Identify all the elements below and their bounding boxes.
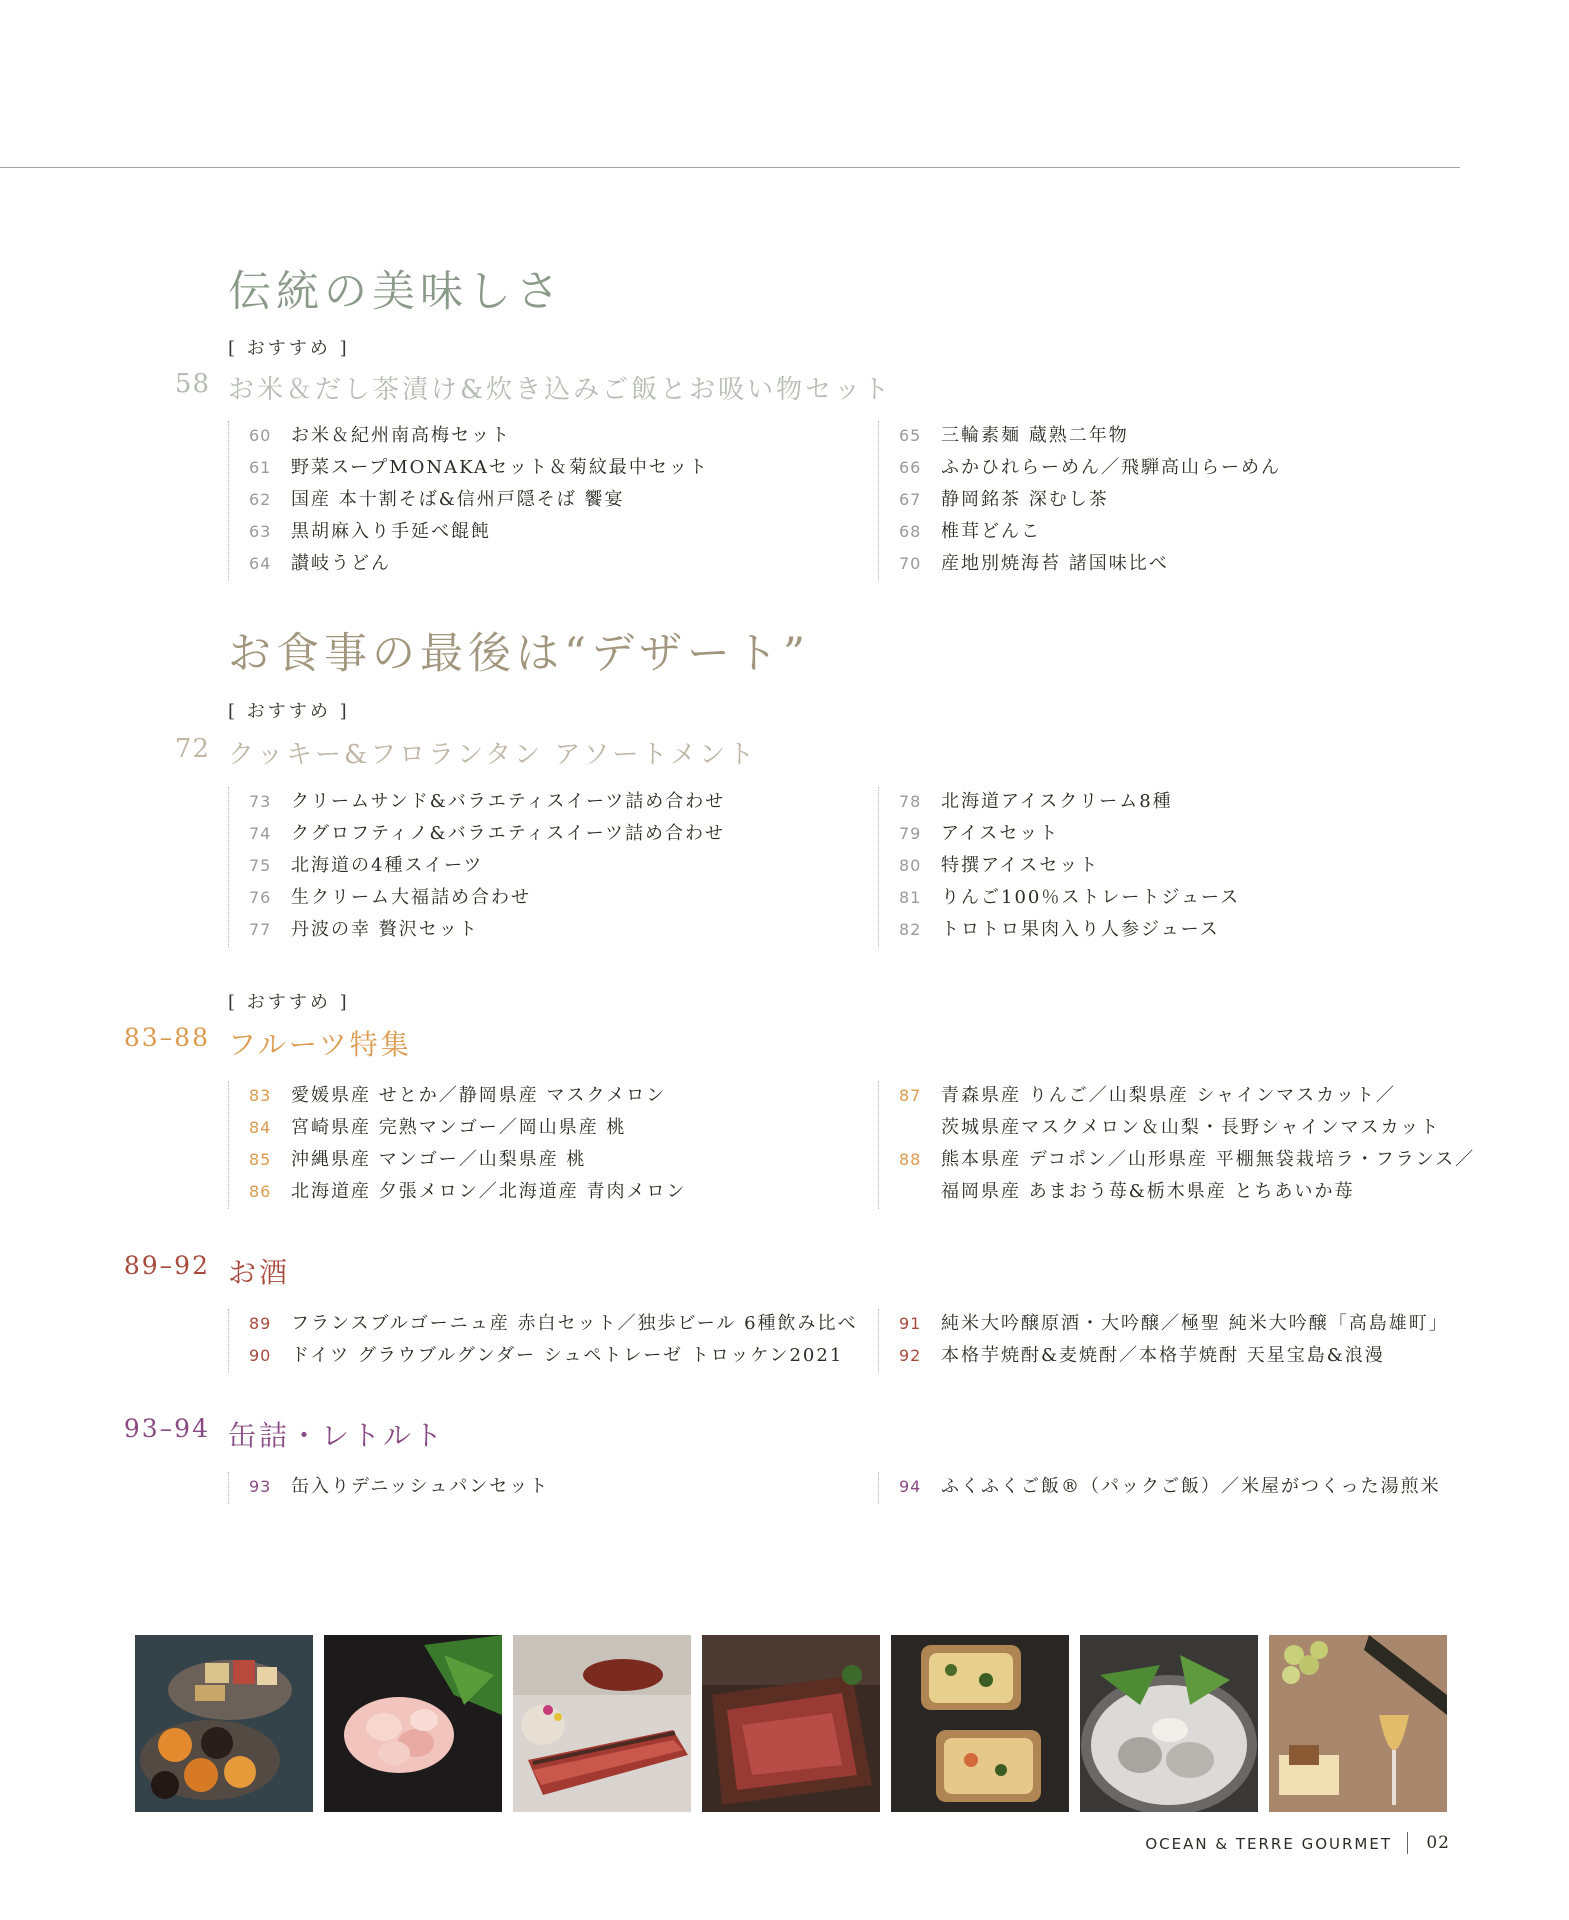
- list-item[interactable]: [249, 787, 725, 819]
- item-column-right: [878, 1472, 1441, 1504]
- category-page-range: 89–92: [123, 1251, 210, 1280]
- item-label: 北海道の4種スイーツ: [291, 855, 484, 876]
- list-item[interactable]: [899, 485, 1281, 517]
- item-label: 本格芋焼酎&麦焼酎／本格芋焼酎 天星宝島&浪漫: [941, 1345, 1385, 1366]
- list-item[interactable]: [899, 819, 1240, 851]
- category-title: お酒: [228, 1256, 291, 1289]
- item-column-right: [878, 1309, 1449, 1373]
- list-item[interactable]: [899, 1081, 1475, 1113]
- recommend-tag: [ おすすめ ]: [228, 701, 350, 722]
- item-label: 純米大吟醸原酒・大吟醸／極聖 純米大吟醸「高島雄町」: [941, 1313, 1449, 1334]
- item-page-number: 77: [249, 920, 272, 939]
- item-page-number: 81: [899, 888, 922, 907]
- item-column-right: [878, 1081, 1475, 1209]
- featured-page-number: 72: [174, 734, 210, 764]
- item-page-number: 73: [249, 792, 272, 811]
- list-item[interactable]: [899, 851, 1240, 883]
- item-label: 黒胡麻入り手延べ餛飩: [291, 521, 491, 542]
- item-label: 沖縄県産 マンゴー／山梨県産 桃: [291, 1149, 587, 1170]
- item-page-number: 62: [249, 490, 272, 509]
- photo-sweet-shrimp[interactable]: [324, 1635, 502, 1812]
- photo-strip: [135, 1635, 1440, 1812]
- item-label: 三輪素麺 蔵熟二年物: [941, 425, 1129, 446]
- item-page-number: 85: [249, 1150, 272, 1169]
- featured-page-number: 58: [174, 369, 210, 399]
- photo-wine-grapes[interactable]: [1269, 1635, 1447, 1812]
- section-title-traditional: 伝統の美味しさ: [228, 267, 564, 317]
- item-label: 静岡銘茶 深むし茶: [941, 489, 1109, 510]
- list-item[interactable]: [899, 787, 1240, 819]
- item-page-number: 84: [249, 1118, 272, 1137]
- list-item[interactable]: [249, 453, 709, 485]
- item-label: ふくふくご飯®（パックご飯）／米屋がつくった湯煎米: [941, 1476, 1441, 1497]
- item-label: お米＆紀州南高梅セット: [291, 425, 511, 446]
- item-page-number: 75: [249, 856, 272, 875]
- item-label: りんご100％ストレートジュース: [941, 887, 1241, 908]
- featured-item[interactable]: [174, 369, 893, 406]
- item-page-number: 65: [899, 426, 922, 445]
- list-item[interactable]: [899, 1177, 1475, 1209]
- item-page-number: 64: [249, 554, 272, 573]
- list-item[interactable]: [899, 1472, 1441, 1504]
- item-label: 国産 本十割そば&信州戸隠そば 饗宴: [291, 489, 625, 510]
- recommend-tag: [ おすすめ ]: [228, 992, 350, 1013]
- list-item[interactable]: [249, 549, 709, 581]
- page-number: 02: [1426, 1833, 1450, 1853]
- item-label: 生クリーム大福詰め合わせ: [291, 887, 531, 908]
- item-page-number: 91: [899, 1314, 922, 1333]
- item-page-number: 74: [249, 824, 272, 843]
- list-item[interactable]: [899, 915, 1240, 947]
- item-label: 宮崎県産 完熟マンゴー／岡山県産 桃: [291, 1117, 627, 1138]
- section-title-dessert: お食事の最後は“デザート”: [228, 629, 810, 679]
- item-label: トロトロ果肉入り人参ジュース: [941, 919, 1220, 940]
- item-page-number: 63: [249, 522, 272, 541]
- item-label: 熊本県産 デコポン／山形県産 平棚無袋栽培ラ・フランス／: [941, 1149, 1476, 1170]
- item-page-number: 86: [249, 1182, 272, 1201]
- list-item[interactable]: [249, 1081, 686, 1113]
- item-label: 讃岐うどん: [291, 553, 391, 574]
- list-item[interactable]: [249, 517, 709, 549]
- list-item[interactable]: [249, 1472, 549, 1504]
- category-page-range: 83–88: [123, 1023, 210, 1052]
- list-item[interactable]: [899, 1309, 1449, 1341]
- list-item[interactable]: [899, 1113, 1475, 1145]
- photo-gratin[interactable]: [891, 1635, 1069, 1812]
- category-title: フルーツ特集: [228, 1028, 412, 1061]
- item-column-right: [878, 787, 1240, 947]
- list-item[interactable]: [249, 819, 725, 851]
- list-item[interactable]: [249, 915, 725, 947]
- item-label: 特撰アイスセット: [941, 855, 1100, 876]
- item-label: 野菜スープMONAKAセット＆菊紋最中セット: [291, 457, 709, 478]
- item-label: 茨城県産マスクメロン＆山梨・長野シャインマスカット: [941, 1117, 1441, 1138]
- item-page-number: 67: [899, 490, 922, 509]
- category-title: 缶詰・レトルト: [228, 1419, 446, 1452]
- item-label: クリームサンド&バラエティスイーツ詰め合わせ: [291, 791, 726, 812]
- list-item[interactable]: [899, 517, 1281, 549]
- page-footer: [1100, 1832, 1460, 1856]
- item-label: 愛媛県産 せとか／静岡県産 マスクメロン: [291, 1085, 667, 1106]
- item-page-number: 88: [899, 1150, 922, 1169]
- item-label: 青森県産 りんご／山梨県産 シャインマスカット／: [941, 1085, 1396, 1106]
- item-page-number: 80: [899, 856, 922, 875]
- list-item[interactable]: [899, 1341, 1449, 1373]
- item-page-number: 82: [899, 920, 922, 939]
- list-item[interactable]: [899, 883, 1240, 915]
- item-page-number: 79: [899, 824, 922, 843]
- brand-name: OCEAN & TERRE GOURMET: [1145, 1835, 1392, 1853]
- item-label: 北海道産 夕張メロン／北海道産 青肉メロン: [291, 1181, 687, 1202]
- item-label: 北海道アイスクリーム8種: [941, 791, 1173, 812]
- item-label: ふかひれらーめん／飛騨高山らーめん: [941, 457, 1281, 478]
- photo-seared-bonito[interactable]: [513, 1635, 691, 1812]
- photo-sweets-assortment[interactable]: [135, 1635, 313, 1812]
- item-page-number: 92: [899, 1346, 922, 1365]
- list-item[interactable]: [249, 1113, 686, 1145]
- featured-label: クッキー&フロランタン アソートメント: [228, 740, 758, 770]
- list-item[interactable]: [249, 1341, 858, 1373]
- top-rule: [0, 167, 1460, 168]
- list-item[interactable]: [899, 453, 1281, 485]
- recommend-tag: [ おすすめ ]: [228, 338, 350, 359]
- item-label: 産地別焼海苔 諸国味比べ: [941, 553, 1169, 574]
- list-item[interactable]: [249, 851, 725, 883]
- item-page-number: 60: [249, 426, 272, 445]
- item-column-right: [878, 421, 1281, 581]
- list-item[interactable]: [899, 421, 1281, 453]
- category-fruit[interactable]: [123, 1023, 412, 1063]
- list-item[interactable]: [249, 1177, 686, 1209]
- item-column-left: [228, 1472, 549, 1504]
- item-page-number: 94: [899, 1477, 922, 1496]
- item-label: アイスセット: [941, 823, 1060, 844]
- list-item[interactable]: [249, 1309, 858, 1341]
- item-page-number: 90: [249, 1346, 272, 1365]
- item-page-number: 83: [249, 1086, 272, 1105]
- category-page-range: 93–94: [123, 1414, 210, 1443]
- list-item[interactable]: [899, 549, 1281, 581]
- item-page-number: 89: [249, 1314, 272, 1333]
- item-column-left: [228, 787, 725, 947]
- item-page-number: 87: [899, 1086, 922, 1105]
- item-page-number: 93: [249, 1477, 272, 1496]
- list-item[interactable]: [249, 421, 709, 453]
- list-item[interactable]: [249, 1145, 686, 1177]
- item-label: 丹波の幸 贅沢セット: [291, 919, 479, 940]
- category-canned[interactable]: [123, 1414, 446, 1454]
- list-item[interactable]: [249, 883, 725, 915]
- footer-divider: [1407, 1832, 1408, 1854]
- photo-pufferfish-hotpot[interactable]: [1080, 1635, 1258, 1812]
- featured-item[interactable]: [174, 734, 758, 771]
- item-column-left: [228, 421, 709, 581]
- item-label: 椎茸どんこ: [941, 521, 1041, 542]
- item-label: フランスブルゴーニュ産 赤白セット／独歩ビール 6種飲み比べ: [291, 1313, 858, 1334]
- item-page-number: 68: [899, 522, 922, 541]
- item-page-number: 61: [249, 458, 272, 477]
- item-column-left: [228, 1081, 686, 1209]
- list-item[interactable]: [899, 1145, 1475, 1177]
- photo-steak[interactable]: [702, 1635, 880, 1812]
- item-label: 福岡県産 あまおう苺&栃木県産 とちあいか苺: [941, 1181, 1355, 1202]
- item-page-number: 70: [899, 554, 922, 573]
- item-label: 缶入りデニッシュパンセット: [291, 1476, 550, 1497]
- item-column-left: [228, 1309, 858, 1373]
- category-sake[interactable]: [123, 1251, 291, 1291]
- item-page-number: 78: [899, 792, 922, 811]
- item-page-number: 76: [249, 888, 272, 907]
- featured-label: お米＆だし茶漬け&炊き込みご飯とお吸い物セット: [228, 375, 893, 405]
- item-label: クグロフティノ&バラエティスイーツ詰め合わせ: [291, 823, 726, 844]
- item-page-number: 66: [899, 458, 922, 477]
- item-label: ドイツ グラウブルグンダー シュペトレーゼ トロッケン2021: [291, 1345, 844, 1366]
- list-item[interactable]: [249, 485, 709, 517]
